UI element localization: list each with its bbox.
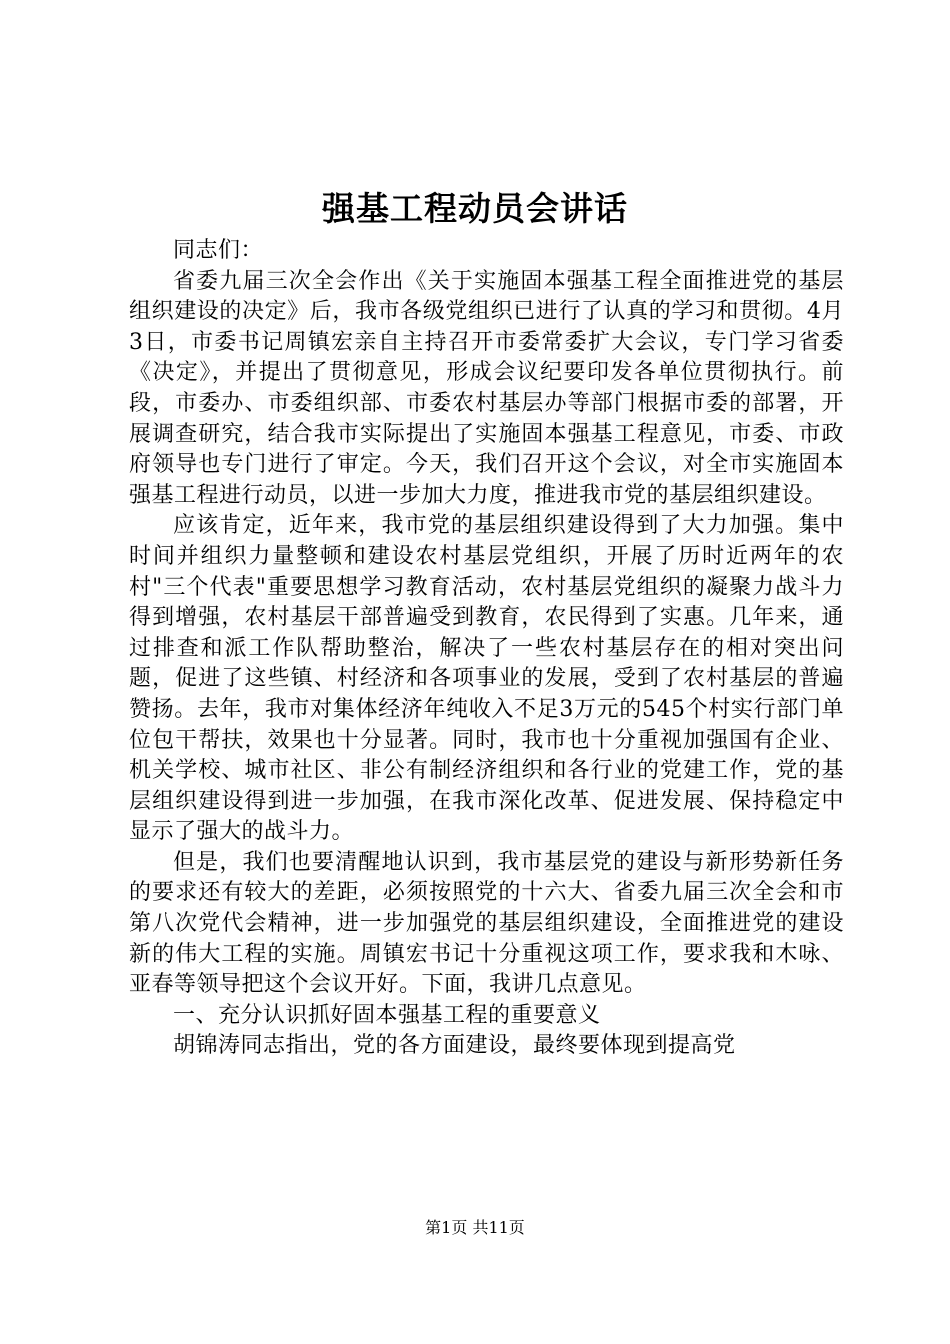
paragraph-intro: 省委九届三次全会作出《关于实施固本强基工程全面推进党的基层组织建设的决定》后，我市各级党组织已进行了认真的学习和贯彻。4月3日，市委书记周镇宏亲自主持召开市委常委扩大会议，专门学习省委《决定》，并提出了贯彻意见，形成会议纪要印发各单位贯彻执行。前段，市委办、市委组织部、市委农村基层办等部门根据市委的部署，开展调查研究，结合我市实际提出了实施固本强基工程意见，市委、市政府领导也专门进行了审定。今天，我们召开这个会议，对全市实施固本强基工程进行动员，以进一步加大力度，推进我市党的基层组织建设。 — [129, 268, 844, 508]
document-title: 强基工程动员会讲话 — [322, 189, 628, 228]
paragraph-section-1-start: 胡锦涛同志指出，党的各方面建设，最终要体现到提高党 — [173, 1033, 736, 1059]
page-footer: 第1页 共11页 — [425, 1218, 525, 1237]
salutation: 同志们： — [173, 238, 264, 263]
paragraph-gaps: 但是，我们也要清醒地认识到，我市基层党的建设与新形势新任务的要求还有较大的差距，必须按照党的十六大、省委九届三次全会和市第八次党代会精神，进一步加强党的基层组织建设，全面推进党的建设新的伟大工程的实施。周镇宏书记十分重视这项工作，要求我和木咏、亚春等领导把这个会议开好。下面，我讲几点意见。 — [129, 849, 844, 998]
paragraph-achievements: 应该肯定，近年来，我市党的基层组织建设得到了大力加强。集中时间并组织力量整顿和建设农村基层党组织，开展了历时近两年的农村"三个代表"重要思想学习教育活动，农村基层党组织的凝聚力战斗力得到增强，农村基层干部普遍受到教育，农民得到了实惠。几年来，通过排查和派工作队帮助整治，解决了一些农村基层存在的相对突出问题，促进了这些镇、村经济和各项事业的发展，受到了农村基层的普遍赞扬。去年，我市对集体经济年纯收入不足3万元的545个村实行部门单位包干帮扶，效果也十分显著。同时，我市也十分重视加强国有企业、机关学校、城市社区、非公有制经济组织和各行业的党建工作，党的基层组织建设得到进一步加强，在我市深化改革、促进发展、保持稳定中显示了强大的战斗力。 — [129, 513, 844, 845]
document-body — [129, 236, 844, 1062]
section-heading-1: 一、充分认识抓好固本强基工程的重要意义 — [173, 1002, 601, 1028]
